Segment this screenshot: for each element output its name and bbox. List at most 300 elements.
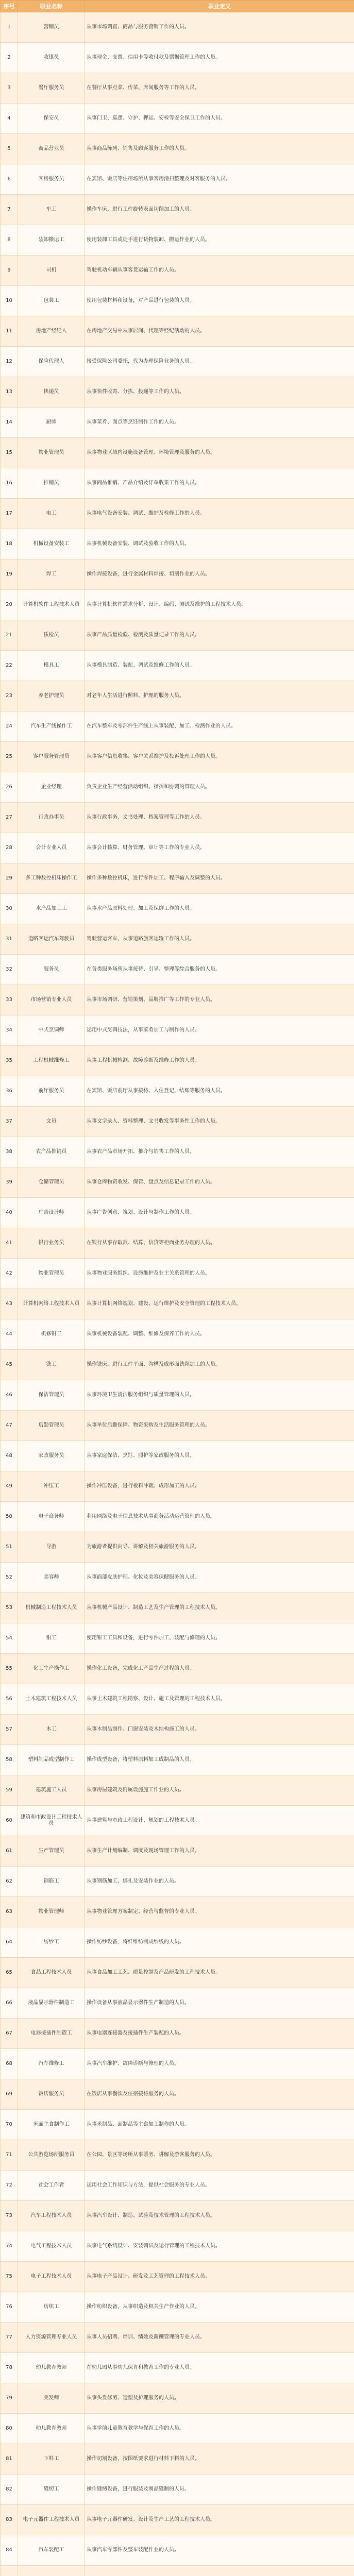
table-row <box>1 1593 354 1623</box>
row-occupation-definition: 从事机械设备装配、调整、维修及保养工作的人员。 <box>85 1319 354 1350</box>
row-index: 18 <box>1 529 18 560</box>
row-index: 23 <box>1 681 18 711</box>
table-row <box>1 2535 354 2566</box>
row-occupation-definition: 在宾馆、饭店等住宿场所从事客房清扫整理及对客服务的人员。 <box>85 164 354 195</box>
row-occupation-definition: 从事米制品、面制品等主食加工制作的人员。 <box>85 2110 354 2140</box>
row-index: 42 <box>1 1259 18 1289</box>
row-occupation-definition: 从事菜肴、面点等烹饪制作工作的人员。 <box>85 408 354 438</box>
row-occupation-name: 商品营业员 <box>18 134 85 164</box>
row-occupation-name: 铣工 <box>18 1350 85 1380</box>
table-row <box>1 1684 354 1715</box>
row-occupation-name: 化工生产操作工 <box>18 1654 85 1684</box>
row-occupation-name: 营销员 <box>18 12 85 43</box>
row-occupation-name: 市场营销专业人员 <box>18 985 85 1015</box>
table-row <box>1 1988 354 2019</box>
row-occupation-name: 厨师 <box>18 408 85 438</box>
row-index: 67 <box>1 2019 18 2049</box>
row-index: 33 <box>1 985 18 1015</box>
row-index: 50 <box>1 1502 18 1532</box>
row-occupation-definition: 从事农产品市场开拓、推介与销售工作的人员。 <box>85 1137 354 1167</box>
row-index: 35 <box>1 1046 18 1076</box>
row-index: 14 <box>1 408 18 438</box>
row-occupation-name: 文员 <box>18 1107 85 1137</box>
row-occupation-definition: 使用装卸工具或徒手进行货物装卸、搬运作业的人员。 <box>85 225 354 256</box>
row-index: 37 <box>1 1107 18 1137</box>
row-occupation-name: 液晶显示器件制造工 <box>18 1988 85 2019</box>
row-occupation-definition: 在汽车整车及零部件生产线上从事装配、加工、检测作业的人员。 <box>85 711 354 742</box>
row-occupation-definition: 从事机械产品设计、制造工艺及生产管理的工程技术人员。 <box>85 1593 354 1623</box>
row-occupation-definition: 从事计算机软件需求分析、设计、编码、测试及维护的工程技术人员。 <box>85 590 354 620</box>
row-occupation-definition: 从事商品推销、产品介绍及订单收集工作的人员。 <box>85 468 354 499</box>
row-occupation-name: 保险代理人 <box>18 347 85 377</box>
row-occupation-name <box>18 2566 85 2576</box>
row-occupation-name: 缝纫工 <box>18 2475 85 2505</box>
row-occupation-name: 银行业务员 <box>18 1228 85 1259</box>
row-occupation-name: 装卸搬运工 <box>18 225 85 256</box>
row-occupation-name: 幼儿教育教师 <box>18 2353 85 2383</box>
table-row <box>1 803 354 833</box>
row-index: 25 <box>1 742 18 772</box>
header-occupation-definition: 职业定义 <box>85 1 354 12</box>
row-occupation-name: 收银员 <box>18 43 85 73</box>
row-index: 60 <box>1 1806 18 1836</box>
row-occupation-name: 米面主食制作工 <box>18 2110 85 2140</box>
row-occupation-definition: 从事家庭保洁、烹饪、照护等家政服务的人员。 <box>85 1441 354 1471</box>
row-occupation-definition: 从事电器连接器及接插件生产装配的人员。 <box>85 2019 354 2049</box>
row-occupation-name: 物业管理师 <box>18 1897 85 1927</box>
row-occupation-name: 客户服务管理员 <box>18 742 85 772</box>
table-row <box>1 2049 354 2079</box>
row-occupation-name: 建筑和市政设计工程技术人员 <box>18 1806 85 1836</box>
row-occupation-definition: 操作焊接设备，进行金属材料焊接、切割作业的人员。 <box>85 560 354 590</box>
row-occupation-name: 企业经理 <box>18 772 85 803</box>
table-row <box>1 225 354 256</box>
row-index: 40 <box>1 1198 18 1228</box>
row-occupation-definition: 从事木制品制作、门窗安装及木结构施工的人员。 <box>85 1715 354 1745</box>
row-occupation-name: 电子元器件工程技术人员 <box>18 2505 85 2535</box>
table-row <box>1 1836 354 1867</box>
table-row <box>1 833 354 863</box>
row-index: 59 <box>1 1775 18 1806</box>
row-index: 52 <box>1 1563 18 1593</box>
row-occupation-definition: 从事汽车设计、制造、试验及技术管理的工程技术人员。 <box>85 2201 354 2231</box>
row-occupation-definition: 从事市场调研、营销策划、品牌推广等工作的专业人员。 <box>85 985 354 1015</box>
table-row <box>1 2292 354 2323</box>
table-row <box>1 1380 354 1411</box>
row-occupation-name: 社会工作者 <box>18 2171 85 2201</box>
table-row <box>1 316 354 347</box>
row-occupation-name: 后勤管理员 <box>18 1411 85 1441</box>
row-occupation-name: 前厅服务员 <box>18 1076 85 1107</box>
row-occupation-definition: 从事学前儿童教育教学与保育工作的人员。 <box>85 2414 354 2444</box>
row-occupation-name: 美容师 <box>18 1563 85 1593</box>
row-index: 76 <box>1 2292 18 2323</box>
row-occupation-name: 餐厅服务员 <box>18 73 85 104</box>
table-row <box>1 742 354 772</box>
row-occupation-name: 工程机械维修工 <box>18 1046 85 1076</box>
row-index: 77 <box>1 2323 18 2353</box>
table-row <box>1 347 354 377</box>
row-occupation-definition: 从事市场调查、商品与服务营销工作的人员。 <box>85 12 354 43</box>
row-index: 80 <box>1 2414 18 2444</box>
row-index: 45 <box>1 1350 18 1380</box>
row-index: 36 <box>1 1076 18 1107</box>
table-row <box>1 2444 354 2475</box>
table-row <box>1 73 354 104</box>
table-row <box>1 468 354 499</box>
table-row <box>1 2231 354 2262</box>
table-row <box>1 499 354 529</box>
row-occupation-name: 中式烹调师 <box>18 1015 85 1046</box>
row-occupation-name: 多工种数控机床操作工 <box>18 863 85 894</box>
row-occupation-definition: 从事电气系统设计、安装调试及运行管理的工程技术人员。 <box>85 2231 354 2262</box>
table-row <box>1 1654 354 1684</box>
table-row <box>1 1775 354 1806</box>
row-occupation-definition: 从事汽车维护、故障诊断与修理的人员。 <box>85 2049 354 2079</box>
row-occupation-definition: 从事生产计划编制、调度及现场管理工作的人员。 <box>85 1836 354 1867</box>
row-occupation-definition: 在公园、景区等场所从事票务、讲解及游客服务的人员。 <box>85 2140 354 2171</box>
row-occupation-name: 电气工程技术人员 <box>18 2231 85 2262</box>
row-occupation-name: 下料工 <box>18 2444 85 2475</box>
row-occupation-definition: 从事土木建筑工程勘察、设计、施工及管理的工程技术人员。 <box>85 1684 354 1715</box>
row-occupation-definition: 操作纺纱设备，将纤维纺制成纱线的人员。 <box>85 1927 354 1958</box>
table-row <box>1 2414 354 2444</box>
table-row <box>1 134 354 164</box>
table-row <box>1 1046 354 1076</box>
row-occupation-name: 机械制造工程技术人员 <box>18 1593 85 1623</box>
row-index: 30 <box>1 894 18 924</box>
row-index: 68 <box>1 2049 18 2079</box>
row-index: 66 <box>1 1988 18 2019</box>
row-occupation-name: 养老护理员 <box>18 681 85 711</box>
table-row <box>1 1532 354 1563</box>
row-index: 2 <box>1 43 18 73</box>
row-occupation-definition: 从事商品陈列、销售及顾客服务工作的人员。 <box>85 134 354 164</box>
row-occupation-name: 推销员 <box>18 468 85 499</box>
row-occupation-definition: 在饭店从事餐饮及住宿接待服务的人员。 <box>85 2079 354 2110</box>
table-row <box>1 651 354 681</box>
row-occupation-name: 汽车生产线操作工 <box>18 711 85 742</box>
row-occupation-name: 物业管理员 <box>18 1259 85 1289</box>
table-row <box>1 1107 354 1137</box>
row-occupation-definition: 从事行政事务、文书处理、档案管理等工作的人员。 <box>85 803 354 833</box>
table-header-row <box>1 1 354 12</box>
row-occupation-name: 冲压工 <box>18 1471 85 1502</box>
row-occupation-name: 建筑施工人员 <box>18 1775 85 1806</box>
row-index: 15 <box>1 438 18 468</box>
row-occupation-name: 车工 <box>18 195 85 225</box>
table-row <box>1 2140 354 2171</box>
table-row <box>1 924 354 955</box>
row-occupation-definition: 操作设备从事液晶显示器件生产制造的人员。 <box>85 1988 354 2019</box>
row-occupation-name: 房地产经纪人 <box>18 316 85 347</box>
row-index: 61 <box>1 1836 18 1867</box>
row-occupation-name: 汽车工程技术人员 <box>18 2201 85 2231</box>
row-index: 84 <box>1 2535 18 2566</box>
row-occupation-definition: 操作纺织设备，从事织造及相关生产作业的人员。 <box>85 2292 354 2323</box>
table-row <box>1 1897 354 1927</box>
table-row <box>1 2566 354 2576</box>
row-occupation-definition: 操作多种数控机床，进行零件加工、程序输入及调整的人员。 <box>85 863 354 894</box>
table-row <box>1 43 354 73</box>
row-occupation-definition: 从事快件收寄、分拣、投递等工作的人员。 <box>85 377 354 408</box>
row-index: 49 <box>1 1471 18 1502</box>
row-occupation-definition: 从事头发修剪、造型及护理服务的人员。 <box>85 2383 354 2414</box>
row-occupation-definition: 从事食品加工工艺、质量控制及产品研发的工程技术人员。 <box>85 1958 354 1988</box>
row-occupation-definition: 在幼儿园从事幼儿保育和教育工作的专业人员。 <box>85 2353 354 2383</box>
row-index: 5 <box>1 134 18 164</box>
row-occupation-name: 电工 <box>18 499 85 529</box>
row-occupation-name: 行政办事员 <box>18 803 85 833</box>
row-occupation-definition: 在餐厅从事点菜、传菜、席间服务等工作的人员。 <box>85 73 354 104</box>
row-occupation-name: 保安员 <box>18 104 85 134</box>
row-occupation-name: 木工 <box>18 1715 85 1745</box>
row-occupation-name: 计算机软件工程技术人员 <box>18 590 85 620</box>
row-index: 4 <box>1 104 18 134</box>
row-occupation-definition: 在宾馆、饭店前厅从事接待、入住登记、结账等服务的人员。 <box>85 1076 354 1107</box>
row-occupation-name: 纺织工 <box>18 2292 85 2323</box>
row-index: 10 <box>1 286 18 316</box>
row-occupation-definition: 操作成型设备，将塑料原料加工成制品的人员。 <box>85 1745 354 1775</box>
row-index: 71 <box>1 2140 18 2171</box>
row-index: 81 <box>1 2444 18 2475</box>
row-index: 55 <box>1 1654 18 1684</box>
row-index: 27 <box>1 803 18 833</box>
row-occupation-definition <box>85 2566 354 2576</box>
header-occupation-name: 职业名称 <box>18 1 85 12</box>
table-row <box>1 1502 354 1532</box>
row-occupation-definition: 从事汽车零部件及整车装配作业的人员。 <box>85 2535 354 2566</box>
table-row <box>1 1715 354 1745</box>
table-row <box>1 377 354 408</box>
row-occupation-name: 仓储管理员 <box>18 1167 85 1198</box>
table-row <box>1 1867 354 1897</box>
row-occupation-definition: 为旅游者提供向导、讲解及相关旅游服务的人员。 <box>85 1532 354 1563</box>
row-index: 19 <box>1 560 18 590</box>
table-row <box>1 2475 354 2505</box>
row-index: 38 <box>1 1137 18 1167</box>
row-occupation-name: 钢筋工 <box>18 1867 85 1897</box>
row-occupation-name: 快递员 <box>18 377 85 408</box>
table-row <box>1 12 354 43</box>
row-occupation-definition: 在房地产交易中从事居间、代理等经纪活动的人员。 <box>85 316 354 347</box>
row-occupation-name: 水产品加工工 <box>18 894 85 924</box>
table-row <box>1 164 354 195</box>
table-row <box>1 1015 354 1046</box>
row-occupation-definition: 使用包装材料和设备，对产品进行包装的人员。 <box>85 286 354 316</box>
table-row <box>1 1958 354 1988</box>
row-index: 16 <box>1 468 18 499</box>
row-index: 43 <box>1 1289 18 1319</box>
row-index: 34 <box>1 1015 18 1046</box>
row-occupation-definition: 从事物业服务组织、设施维护及业主关系管理的人员。 <box>85 1259 354 1289</box>
row-occupation-definition: 操作冲压设备，进行板料冲裁、成形加工的人员。 <box>85 1471 354 1502</box>
row-index: 75 <box>1 2262 18 2292</box>
row-occupation-definition: 接受保险公司委托，代为办理保险业务的人员。 <box>85 347 354 377</box>
table-row <box>1 2171 354 2201</box>
row-index: 65 <box>1 1958 18 1988</box>
row-occupation-definition: 从事物业区域内设施设备管理、环境管理及服务的人员。 <box>85 438 354 468</box>
row-occupation-definition: 利用网络及电子信息技术从事商务活动运营管理的人员。 <box>85 1502 354 1532</box>
row-occupation-name: 包装工 <box>18 286 85 316</box>
table-row <box>1 1441 354 1471</box>
row-occupation-definition: 从事模具制造、装配、调试及维修工作的人员。 <box>85 651 354 681</box>
row-index: 72 <box>1 2171 18 2201</box>
row-occupation-name: 电器接插件制造工 <box>18 2019 85 2049</box>
table-row <box>1 863 354 894</box>
row-index: 11 <box>1 316 18 347</box>
row-occupation-definition: 从事物业管理方案制定、经营与监督的专业人员。 <box>85 1897 354 1927</box>
row-occupation-definition: 从事面部皮肤护理、化妆及美容保健服务的人员。 <box>85 1563 354 1593</box>
row-occupation-definition: 从事人员招聘、培训、绩效及薪酬管理的专业人员。 <box>85 2323 354 2353</box>
row-occupation-name: 汽车装配工 <box>18 2535 85 2566</box>
row-index <box>1 2566 18 2576</box>
table-row <box>1 590 354 620</box>
row-index: 83 <box>1 2505 18 2535</box>
row-index: 56 <box>1 1684 18 1715</box>
row-index: 24 <box>1 711 18 742</box>
row-occupation-name: 广告设计师 <box>18 1198 85 1228</box>
row-index: 70 <box>1 2110 18 2140</box>
row-index: 79 <box>1 2383 18 2414</box>
row-occupation-definition: 从事工程机械检测、故障诊断及维修工作的人员。 <box>85 1046 354 1076</box>
table-row <box>1 195 354 225</box>
row-index: 62 <box>1 1867 18 1897</box>
table-row <box>1 1745 354 1775</box>
row-occupation-definition: 从事机械设备安装、调试及验收工作的人员。 <box>85 529 354 560</box>
row-index: 12 <box>1 347 18 377</box>
table-row <box>1 560 354 590</box>
table-row <box>1 2383 354 2414</box>
table-row <box>1 1076 354 1107</box>
row-occupation-name: 纺纱工 <box>18 1927 85 1958</box>
row-occupation-name: 塑料制品成型制作工 <box>18 1745 85 1775</box>
row-occupation-name: 电子工程技术人员 <box>18 2262 85 2292</box>
row-index: 58 <box>1 1745 18 1775</box>
row-occupation-definition: 使用钳工工具和设备，进行零件加工、装配与修理的人员。 <box>85 1623 354 1654</box>
row-occupation-definition: 从事电气设备安装、调试、维护及检修工作的人员。 <box>85 499 354 529</box>
row-occupation-name: 焊工 <box>18 560 85 590</box>
row-occupation-name: 计算机网络工程技术人员 <box>18 1289 85 1319</box>
row-occupation-name: 保洁管理员 <box>18 1380 85 1411</box>
table-row <box>1 1289 354 1319</box>
table-row <box>1 408 354 438</box>
header-index: 序号 <box>1 1 18 12</box>
row-index: 41 <box>1 1228 18 1259</box>
table-row <box>1 2262 354 2292</box>
row-occupation-definition: 从事房屋建筑及附属设施施工作业的人员。 <box>85 1775 354 1806</box>
row-occupation-definition: 从事产品质量检验、检测及质量记录工作的人员。 <box>85 620 354 651</box>
row-occupation-name: 土木建筑工程技术人员 <box>18 1684 85 1715</box>
row-index: 20 <box>1 590 18 620</box>
row-occupation-definition: 从事文字录入、资料整理、文书收发等事务性工作的人员。 <box>85 1107 354 1137</box>
row-index: 28 <box>1 833 18 863</box>
table-row <box>1 1228 354 1259</box>
row-index: 17 <box>1 499 18 529</box>
row-index: 39 <box>1 1167 18 1198</box>
row-index: 8 <box>1 225 18 256</box>
row-index: 7 <box>1 195 18 225</box>
row-occupation-name: 质检员 <box>18 620 85 651</box>
table-row <box>1 438 354 468</box>
row-occupation-name: 农产品推销员 <box>18 1137 85 1167</box>
row-index: 69 <box>1 2079 18 2110</box>
row-occupation-definition: 运用中式烹调技法，从事菜肴加工与制作的人员。 <box>85 1015 354 1046</box>
row-index: 54 <box>1 1623 18 1654</box>
table-row <box>1 286 354 316</box>
table-row <box>1 2201 354 2231</box>
row-index: 82 <box>1 2475 18 2505</box>
row-occupation-name: 客房服务员 <box>18 164 85 195</box>
row-index: 32 <box>1 955 18 985</box>
row-index: 73 <box>1 2201 18 2231</box>
table-row <box>1 955 354 985</box>
table-row <box>1 1411 354 1441</box>
row-index: 26 <box>1 772 18 803</box>
row-occupation-definition: 从事建筑与市政工程设计、规划的工程技术人员。 <box>85 1806 354 1836</box>
table-row <box>1 2079 354 2110</box>
row-occupation-name: 机修钳工 <box>18 1319 85 1350</box>
row-occupation-name: 机械设备安装工 <box>18 529 85 560</box>
table-row <box>1 772 354 803</box>
table-row <box>1 2323 354 2353</box>
table-row <box>1 1927 354 1958</box>
row-occupation-name: 生产管理员 <box>18 1836 85 1867</box>
row-index: 47 <box>1 1411 18 1441</box>
row-occupation-name: 汽车维修工 <box>18 2049 85 2079</box>
table-row <box>1 985 354 1015</box>
row-occupation-definition: 操作化工设备，完成化工产品生产过程的人员。 <box>85 1654 354 1684</box>
row-index: 31 <box>1 924 18 955</box>
row-index: 51 <box>1 1532 18 1563</box>
table-row <box>1 104 354 134</box>
row-index: 9 <box>1 256 18 286</box>
row-index: 57 <box>1 1715 18 1745</box>
row-occupation-name: 家政服务员 <box>18 1441 85 1471</box>
row-occupation-definition: 操作车床，进行工件旋转表面切削加工的人员。 <box>85 195 354 225</box>
table-row <box>1 2505 354 2535</box>
table-row <box>1 1198 354 1228</box>
row-occupation-name: 幼儿教育教师 <box>18 2414 85 2444</box>
table-row <box>1 256 354 286</box>
table-row <box>1 1319 354 1350</box>
row-index: 29 <box>1 863 18 894</box>
row-index: 22 <box>1 651 18 681</box>
row-occupation-definition: 从事现金、支票、信用卡等收付款及票据管理工作的人员。 <box>85 43 354 73</box>
table-row <box>1 1259 354 1289</box>
row-occupation-definition: 操作缝纫设备，进行服装及制品缝制的人员。 <box>85 2475 354 2505</box>
row-occupation-name: 物业管理员 <box>18 438 85 468</box>
row-occupation-name: 模具工 <box>18 651 85 681</box>
row-occupation-definition: 从事计算机网络规划、建设、运行维护及安全管理的工程技术人员。 <box>85 1289 354 1319</box>
row-occupation-definition: 从事环境卫生清洁服务组织与质量管理的人员。 <box>85 1380 354 1411</box>
table-row <box>1 1167 354 1198</box>
row-occupation-definition: 对老年人生活进行照料、护理的服务人员。 <box>85 681 354 711</box>
table-row <box>1 2353 354 2383</box>
row-index: 53 <box>1 1593 18 1623</box>
row-occupation-definition: 操作铣床，进行工件平面、沟槽及成形面铣削加工的人员。 <box>85 1350 354 1380</box>
row-index: 46 <box>1 1380 18 1411</box>
table-row <box>1 1806 354 1836</box>
row-occupation-definition: 从事会计核算、财务管理、审计等工作的专业人员。 <box>85 833 354 863</box>
row-index: 21 <box>1 620 18 651</box>
row-occupation-definition: 从事单位后勤保障、物资采购及生活服务管理的人员。 <box>85 1411 354 1441</box>
row-occupation-definition: 在银行从事存取款、结算、信贷等柜面业务办理的人员。 <box>85 1228 354 1259</box>
table-row <box>1 681 354 711</box>
table-row <box>1 620 354 651</box>
row-index: 78 <box>1 2353 18 2383</box>
row-occupation-name: 服务员 <box>18 955 85 985</box>
